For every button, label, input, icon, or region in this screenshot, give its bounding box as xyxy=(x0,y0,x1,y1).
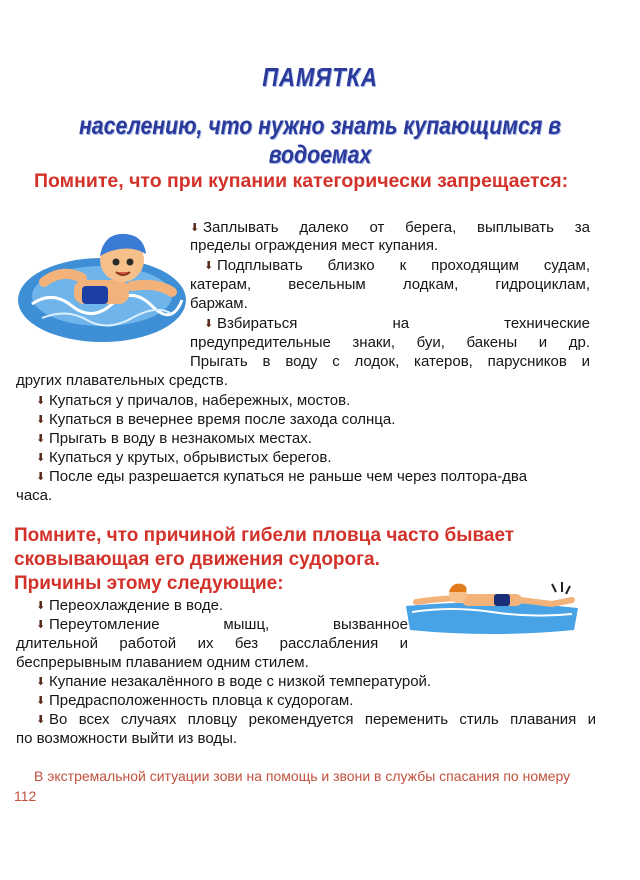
list-item: ⬇ Предрасположенность пловца к судорогам. xyxy=(36,691,353,712)
footer-emergency-note: В экстремальной ситуации зови на помощь и звони в службы спасания по номеру 112 xyxy=(14,768,571,804)
list-item: ⬇ После еды разрешается купаться не раньше чем через полтора-два xyxy=(36,467,527,488)
list-item-continuation: по возможности выйти из воды. xyxy=(16,730,238,747)
section2-subheading: Причины этому следующие: xyxy=(14,573,284,594)
list-item-continuation: пределы ограждения мест купания. xyxy=(190,237,439,254)
list-item-continuation: баржам. xyxy=(190,295,248,312)
section2-heading-line1: Помните, что причиной гибели пловца часто бывает xyxy=(14,525,515,546)
section1-heading: Помните, что при купании категорически запрещается: xyxy=(34,170,569,192)
page-subtitle: населению, что нужно знать купающимся в водоемах xyxy=(78,112,562,169)
list-item-continuation: Прыгать в воду с лодок, катеров, парусников и xyxy=(190,353,590,370)
list-item-continuation: длительной работой их без расслабления и xyxy=(16,635,408,652)
list-item: ⬇ Во всех случаях пловцу рекомендуется переменить стиль плавания и xyxy=(36,710,596,731)
list-item-continuation: беспрерывным плаванием одним стилем. xyxy=(16,654,309,671)
list-item: ⬇ Купание незакалённого в воде с низкой температурой. xyxy=(36,672,431,693)
list-item: ⬇ Заплывать далеко от берега, выплывать за xyxy=(190,218,590,239)
page-title: ПАМЯТКА xyxy=(262,62,378,92)
list-item: ⬇ Купаться в вечернее время после захода солнца. xyxy=(36,410,395,431)
list-item: ⬇ Купаться у причалов, набережных, мостов. xyxy=(36,391,350,412)
swimmer-illustration xyxy=(402,578,582,636)
list-item: ⬇ Взбираться на технические xyxy=(190,314,590,335)
list-item-continuation: предупредительные знаки, буи, бакены и др. xyxy=(190,334,590,351)
list-item-continuation: часа. xyxy=(16,487,53,504)
section2-heading-line2: сковывающая его движения судорога. xyxy=(14,549,380,570)
list-item: ⬇ Подплывать близко к проходящим судам, xyxy=(190,256,590,277)
list-item: ⬇ Переохлаждение в воде. xyxy=(36,596,223,617)
list-item: ⬇ Переутомление мышц, вызванное xyxy=(36,615,408,636)
list-item-continuation: других плавательных средств. xyxy=(16,372,228,389)
list-item-continuation: катерам, весельным лодкам, гидроциклам, xyxy=(190,276,590,293)
swimming-boy-illustration xyxy=(12,220,192,345)
list-item: ⬇ Прыгать в воду в незнакомых местах. xyxy=(36,429,312,450)
list-item: ⬇ Купаться у крутых, обрывистых берегов. xyxy=(36,448,332,469)
